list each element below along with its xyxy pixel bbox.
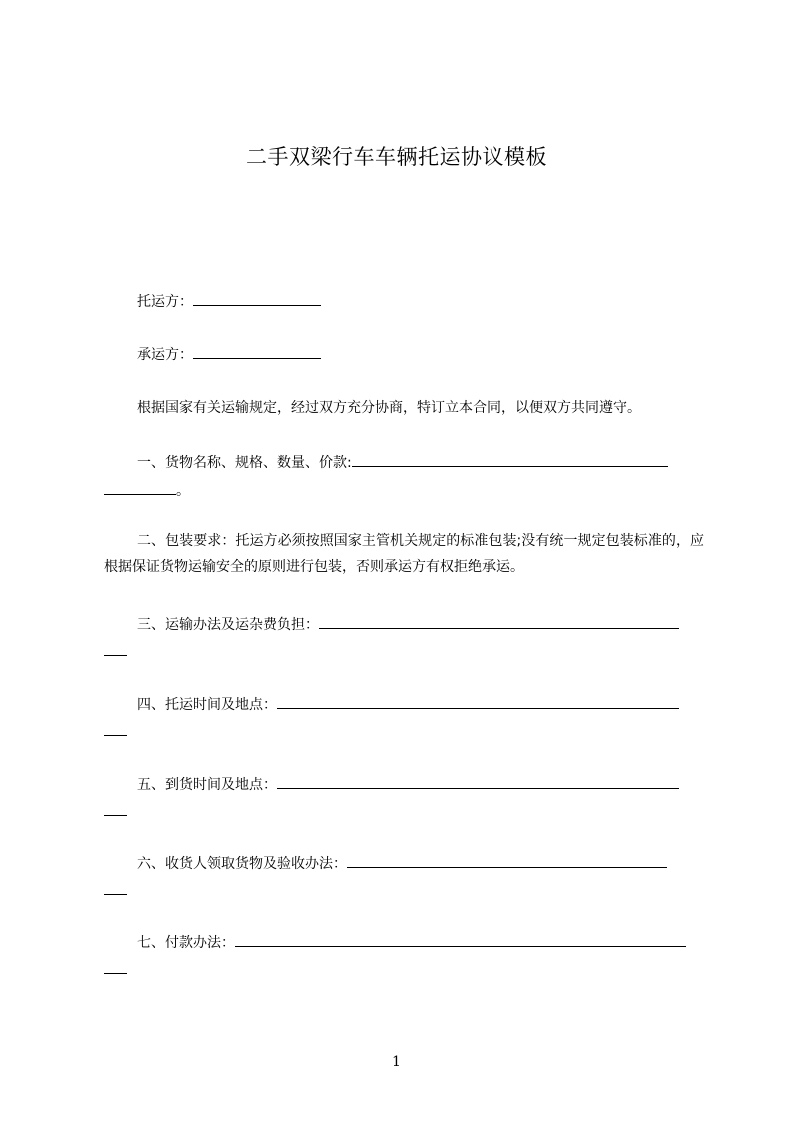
clause-7-label: 七、付款办法： [137,935,235,951]
clause-2-paragraph: 二、包装要求：托运方必须按照国家主管机关规定的标准包装;没有统一规定包装标准的，应根据保证货物运输安全的原则进行包装，否则承运方有权拒绝承运。 [104,533,704,575]
clause-6-line [137,853,667,874]
clause-3-line [137,614,679,635]
clause-4-continuation [104,721,127,742]
consignor-line [137,291,321,312]
clause-3-blank-cont[interactable] [104,641,127,656]
consignor-label: 托运方： [137,294,193,310]
clause-3-blank[interactable] [319,614,679,629]
clause-7-blank-cont[interactable] [104,959,127,974]
carrier-blank[interactable] [193,344,321,359]
clause-1-line [137,452,668,473]
clause-6-label: 六、收货人领取货物及验收办法： [137,856,347,872]
clause-7-blank[interactable] [235,932,686,947]
clause-4-label: 四、托运时间及地点： [137,697,277,713]
clause-7-continuation [104,959,127,980]
clause-7-line [137,932,686,953]
clause-6-continuation [104,880,127,901]
clause-1-continuation [104,480,190,501]
clause-4-line [137,694,679,715]
document-title: 二手双梁行车车辆托运协议模板 [246,145,547,169]
clause-4-blank-cont[interactable] [104,721,127,736]
clause-4-blank[interactable] [277,694,679,709]
clause-6-blank-cont[interactable] [104,880,127,895]
intro-paragraph: 根据国家有关运输规定，经过双方充分协商，特订立本合同，以便双方共同遵守。 [137,400,641,416]
clause-3-label: 三、运输办法及运杂费负担： [137,617,319,633]
clause-5-blank-cont[interactable] [104,801,127,816]
clause-6-blank[interactable] [347,853,667,868]
page-number: 1 [392,1054,401,1070]
clause-5-blank[interactable] [277,774,679,789]
clause-1-label: 一、货物名称、规格、数量、价款: [137,455,352,471]
clause-1-end: 。 [176,483,190,499]
clause-5-label: 五、到货时间及地点： [137,777,277,793]
clause-5-continuation [104,801,127,822]
clause-5-line [137,774,679,795]
clause-1-blank-cont[interactable] [104,480,176,495]
carrier-label: 承运方： [137,347,193,363]
clause-3-continuation [104,641,127,662]
clause-1-blank[interactable] [352,452,668,467]
carrier-line [137,344,321,365]
consignor-blank[interactable] [193,291,321,306]
